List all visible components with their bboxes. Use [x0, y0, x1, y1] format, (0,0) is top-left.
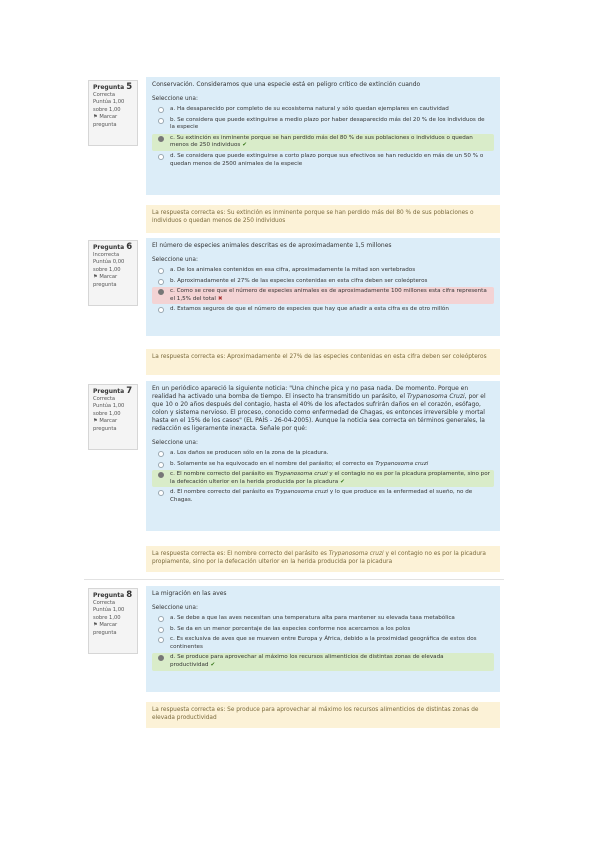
- question-score-line1: Puntúa 1,00: [93, 99, 125, 106]
- question-number-value: 8: [126, 590, 133, 600]
- question-text: El número de especies animales descritas es de aproximadamente 1,5 millones: [152, 242, 392, 249]
- option-text: c. Su extinción es inminente porque se han perdido más del 80 % de sus poblaciones o individuos o quedan menos de 250 individuos: [170, 134, 473, 149]
- divider: [84, 579, 504, 580]
- question-8-info: [88, 588, 138, 654]
- answer-option-c[interactable]: [152, 470, 494, 487]
- question-5-feedback: La respuesta correcta es: Su extinción es inminente porque se han perdido más del 80 % de sus poblaciones o individuos o quedan menos de 250 individuos: [146, 205, 500, 233]
- question-label: Pregunta: [93, 592, 125, 599]
- question-score-line2: sobre 1,00: [93, 266, 121, 273]
- radio-icon[interactable]: [158, 289, 164, 295]
- flag-label: Marcar: [99, 418, 118, 425]
- question-score-line1: Puntúa 0,00: [93, 259, 125, 266]
- check-icon: ✔: [340, 478, 345, 485]
- flag-label-line2: pregunta: [93, 629, 117, 636]
- question-number-value: 7: [126, 386, 133, 396]
- answer-option-c[interactable]: [152, 134, 494, 151]
- answer-option-d[interactable]: [152, 653, 494, 670]
- question-label: Pregunta: [93, 84, 125, 91]
- question-number-value: 6: [126, 242, 133, 252]
- option-text: c. El nombre correcto del parásito es: [170, 471, 275, 478]
- flag-question-button[interactable]: [93, 418, 133, 426]
- question-score-line2: sobre 1,00: [93, 106, 121, 113]
- radio-icon[interactable]: [158, 655, 164, 661]
- flag-icon: ⚑: [93, 114, 98, 121]
- answer-option-a[interactable]: [152, 449, 494, 459]
- check-icon: ✔: [242, 142, 247, 149]
- select-label: Seleccione una:: [152, 96, 198, 102]
- option-text: c. Como se cree que el número de especies animales es de aproximadamente 100 millones esta cifra representa el 1,5% del total: [170, 288, 487, 302]
- radio-icon[interactable]: [158, 118, 164, 124]
- option-text: b. Se da en un menor porcentaje de las especies conforme nos acercamos a los polos: [170, 625, 411, 632]
- answer-option-a[interactable]: [152, 105, 494, 115]
- select-label: Seleccione una:: [152, 257, 198, 263]
- question-text: Conservación. Consideramos que una especie está en peligro crítico de extinción cuando: [152, 81, 421, 88]
- question-number: [93, 84, 133, 92]
- question-8-content: [146, 586, 500, 692]
- check-icon: ✔: [210, 661, 216, 668]
- feedback-text-italic: Trypanosoma cruzi: [328, 551, 384, 557]
- question-5-info: [88, 80, 138, 146]
- answer-option-b[interactable]: [152, 625, 494, 635]
- feedback-text: y el contagio no es por la picadura propiamente, sino por la defecación ulterior en la herida producida por la picadura: [152, 551, 486, 565]
- question-text: [152, 385, 494, 433]
- question-number-value: 5: [126, 82, 133, 92]
- option-text: a. Se debe a que las aves necesitan una temperatura alta para mantener su elevada tasa metabólica: [170, 615, 455, 621]
- option-text: y lo que produce es la enfermedad el sueño, no de Chagas.: [170, 489, 473, 503]
- radio-icon[interactable]: [158, 490, 164, 496]
- option-text-italic: Trypanosoma cruzi: [275, 489, 329, 496]
- radio-icon[interactable]: [158, 107, 164, 113]
- option-text: b. Aproximadamente el 27% de las especies contenidas en esta cifra deben ser coleópteros: [170, 277, 428, 284]
- option-text: a. De los animales contenidos en esa cifra, aproximadamente la mitad son vertebrados: [170, 267, 416, 273]
- option-text: d. El nombre correcto del parásito es: [170, 489, 276, 496]
- answer-option-b[interactable]: [152, 460, 494, 470]
- question-score-line2: sobre 1,00: [93, 410, 121, 417]
- select-label: Seleccione una:: [152, 440, 198, 446]
- flag-icon: ⚑: [93, 622, 98, 629]
- question-6-info: [88, 240, 138, 306]
- flag-label: Marcar: [99, 274, 118, 281]
- feedback-text: La respuesta correcta es: El nombre correcto del parásito es: [152, 551, 329, 557]
- answer-option-b[interactable]: [152, 277, 494, 287]
- answer-option-d[interactable]: [152, 305, 494, 315]
- select-label: Seleccione una:: [152, 605, 198, 611]
- flag-label-line2: pregunta: [93, 121, 117, 128]
- radio-icon[interactable]: [158, 472, 164, 478]
- question-status: Correcta: [93, 599, 116, 606]
- flag-icon: ⚑: [93, 418, 98, 425]
- radio-icon[interactable]: [158, 462, 164, 468]
- option-text: b. Se considera que puede extinguirse a medio plazo por haber desaparecido más del 20 % de los individuos de la especie: [170, 116, 485, 131]
- flag-question-button[interactable]: [93, 622, 133, 630]
- question-7-info: [88, 384, 138, 450]
- radio-icon[interactable]: [158, 136, 164, 142]
- cross-icon: ✖: [217, 295, 223, 302]
- question-6-feedback: La respuesta correcta es: Aproximadamente el 27% de las especies contenidas en esta cifra deben ser coleópteros: [146, 349, 500, 375]
- question-score-line1: Puntúa 1,00: [93, 607, 125, 614]
- question-status: Correcta: [93, 91, 116, 98]
- option-text: b. Solamente se ha equivocado en el nombre del parásito; el correcto es: [170, 460, 376, 467]
- question-text-part: En un periódico apareció la siguiente noticia: "Una chinche pica y no pasa nada. De momento. Porque en realidad ha activado una bomba de tiempo. El insecto ha transmitido un parásito, el: [152, 385, 469, 400]
- question-7-feedback: [146, 546, 500, 572]
- question-status: Correcta: [93, 395, 116, 402]
- question-number: [93, 388, 133, 396]
- flag-icon: ⚑: [93, 274, 98, 281]
- radio-icon[interactable]: [158, 268, 164, 274]
- flag-question-button[interactable]: [93, 114, 133, 122]
- question-8-feedback: La respuesta correcta es: Se produce para aprovechar al máximo los recursos alimenticios de distintas zonas de elevada productividad: [146, 702, 500, 728]
- answer-option-a[interactable]: [152, 614, 494, 624]
- question-number: [93, 244, 133, 252]
- question-score-line2: sobre 1,00: [93, 614, 121, 621]
- question-text-part: , por el que 10 o 20 años después del contagio, hasta el 40% de los afectados sufrirán daños en el corazón, esófago, colon y sistema nervioso. El proceso, conocido como enfermedad de Chagas, es entonces irreversible y mortal hasta en el 15% de los casos" (EL PAÍS - 26-04-2005). Aunque la noticia sea correcta en términos generales, la redacción es ligeramente inexacta. Señale por qué:: [152, 393, 486, 432]
- answer-option-b[interactable]: [152, 116, 494, 133]
- flag-label-line2: pregunta: [93, 281, 117, 288]
- option-text: d. Se produce para aprovechar al máximo los recursos alimenticios de distintas zonas de elevada productividad: [170, 654, 444, 668]
- question-status: Incorrecta: [93, 251, 120, 258]
- radio-icon[interactable]: [158, 637, 164, 643]
- radio-icon[interactable]: [158, 451, 164, 457]
- radio-icon[interactable]: [158, 627, 164, 633]
- radio-icon[interactable]: [158, 616, 164, 622]
- radio-icon[interactable]: [158, 154, 164, 160]
- flag-label-line2: pregunta: [93, 425, 117, 432]
- question-text-italic: Trypanosoma Cruzi: [406, 393, 465, 400]
- answer-option-d[interactable]: [152, 152, 494, 169]
- question-7-content: [146, 381, 500, 531]
- question-label: Pregunta: [93, 244, 125, 251]
- question-label: Pregunta: [93, 388, 125, 395]
- question-text: La migración en las aves: [152, 590, 227, 597]
- option-text: c. Es exclusiva de aves que se mueven entre Europa y África, debido a la proximidad geográfica de estos dos continentes: [170, 636, 477, 650]
- answer-option-a[interactable]: [152, 266, 494, 276]
- option-text: d. Estamos seguros de que el número de especies que hay que añadir a esta cifra es de otro millón: [170, 306, 449, 313]
- flag-label: Marcar: [99, 114, 118, 121]
- option-text: a. Los daños se producen sólo en la zona de la picadura.: [170, 450, 329, 456]
- radio-icon[interactable]: [158, 307, 164, 313]
- option-text: d. Se considera que puede extinguirse a corto plazo porque sus efectivos se han reducido en más de un 50 % o quedan menos de 2500 animales de la especie: [170, 152, 484, 167]
- option-text: a. Ha desaparecido por completo de su ecosistema natural y sólo quedan ejemplares en cautividad: [170, 106, 449, 112]
- option-text-italic: Trypanosoma cruzi: [375, 460, 429, 467]
- question-5-content: [146, 77, 500, 195]
- answer-option-c[interactable]: [152, 287, 494, 304]
- question-score-line1: Puntúa 1,00: [93, 403, 125, 410]
- option-text: y el contagio no es por la picadura propiamente, sino por la defecación ulterior en la herida producida por la picadura: [170, 471, 490, 485]
- radio-icon[interactable]: [158, 279, 164, 285]
- question-number: [93, 592, 133, 600]
- answer-option-d[interactable]: [152, 488, 494, 505]
- question-6-content: [146, 238, 500, 336]
- flag-label: Marcar: [99, 622, 118, 629]
- option-text-italic: Trypanosoma cruzi: [274, 471, 328, 478]
- answer-option-c[interactable]: [152, 635, 494, 652]
- flag-question-button[interactable]: [93, 274, 133, 282]
